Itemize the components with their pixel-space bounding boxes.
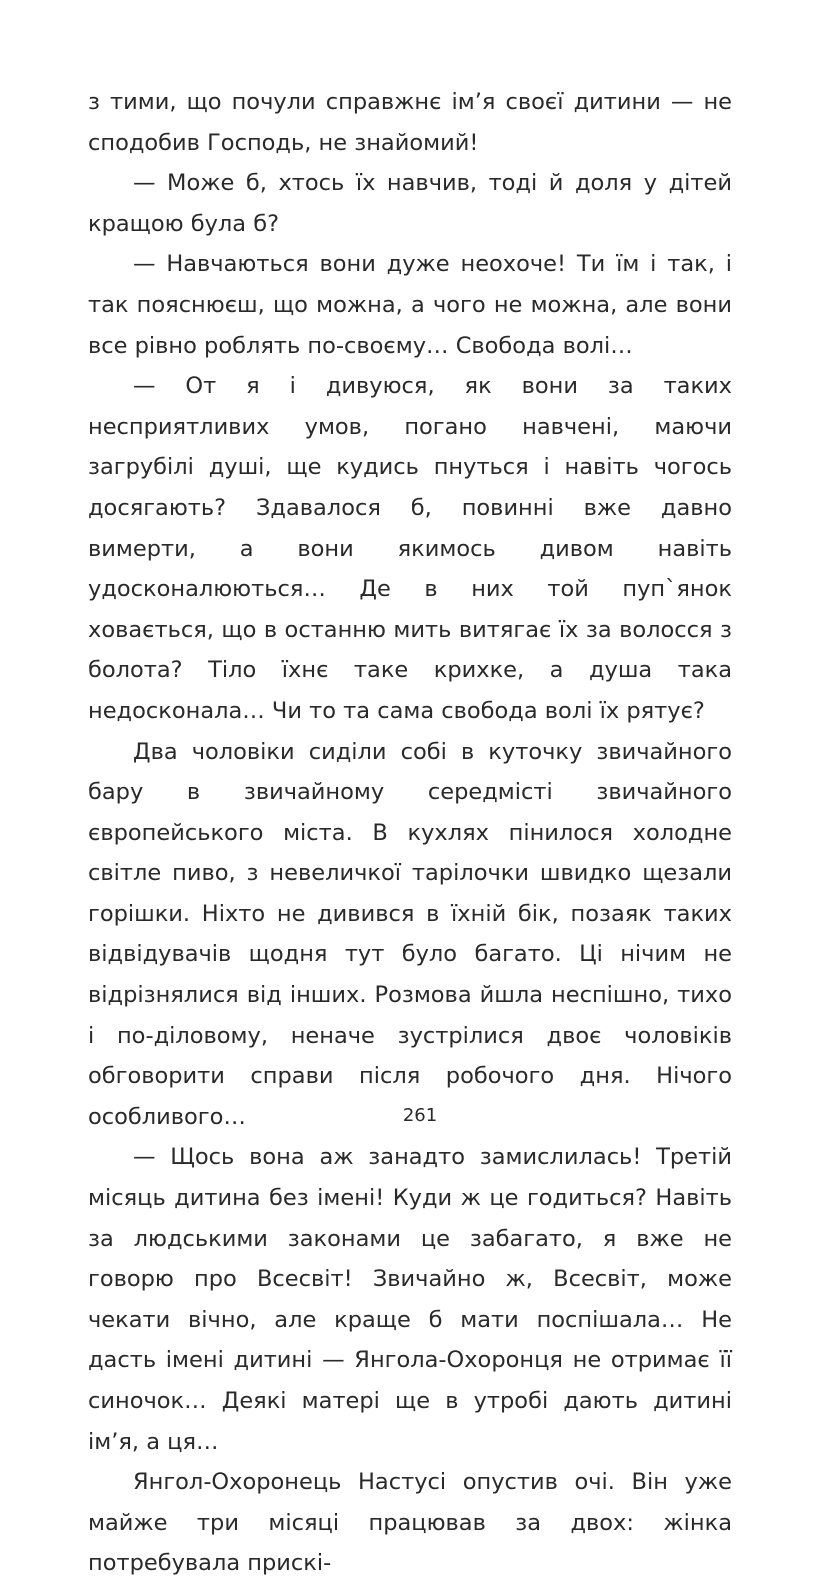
paragraph-narration-2: Янгол-Охоронець Настусі опустив очі. Він уже майже три місяці працював за двох: жінка потребувала прискі- <box>88 1469 732 1577</box>
paragraph-dialogue-4: — Щось вона аж занадто замислилась! Третій місяць дитина без імені! Куди ж це годиться? Навіть за людськими законами це забагато, я вже не говорю про Всесвіт! Звичайно ж, Всесвіт, може чекати вічно, але краще б мати поспішала… Не дасть імені дитині — Янгола-Охоронця не отримає її синочок… Деякі матері ще в утробі дають дитині ім’я, а ця… <box>88 1144 732 1455</box>
paragraph-dialogue-2: — Навчаються вони дуже неохоче! Ти їм і так, і так пояснюєш, що можна, а чого не можна, але вони все рівно роблять по-своєму… Свобода волі… <box>88 251 732 359</box>
body-text <box>88 82 732 1584</box>
paragraph-dialogue-3: — От я і дивуюся, як вони за таких несприятливих умов, погано навчені, маючи загрубілі душі, ще кудись пнуться і навіть чогось досягають? Здавалося б, повинні вже давно вимерти, а вони якимось дивом навіть удосконалюються… Де в них той пуп`янок ховається, що в останню мить витягає їх за волосся з болота? Тіло їхнє таке крихке, а душа така недосконала… Чи то та сама свобода волі їх рятує? <box>88 373 732 724</box>
paragraph-narration-1: Два чоловіки сиділи собі в куточку звичайного бару в звичайному середмісті звичайного європейського міста. В кухлях пінилося холодне світле пиво, з невеличкої тарілочки швидко щезали горішки. Ніхто не дивився в їхній бік, позаяк таких відвідувачів щодня тут було багато. Ці нічим не відрізнялися від інших. Розмова йшла неспішно, тихо і по-діловому, неначе зустрілися двоє чоловіків обговорити справи після робочого дня. Нічого особливого… <box>88 738 732 1130</box>
paragraph-dialogue-1: — Може б, хтось їх навчив, тоді й доля у дітей кращою була б? <box>88 170 732 237</box>
paragraph-continuation: з тими, що почули справжнє ім’я своєї дитини — не сподобив Господь, не знайомий! <box>88 89 732 156</box>
page-number: 261 <box>402 1105 438 1126</box>
